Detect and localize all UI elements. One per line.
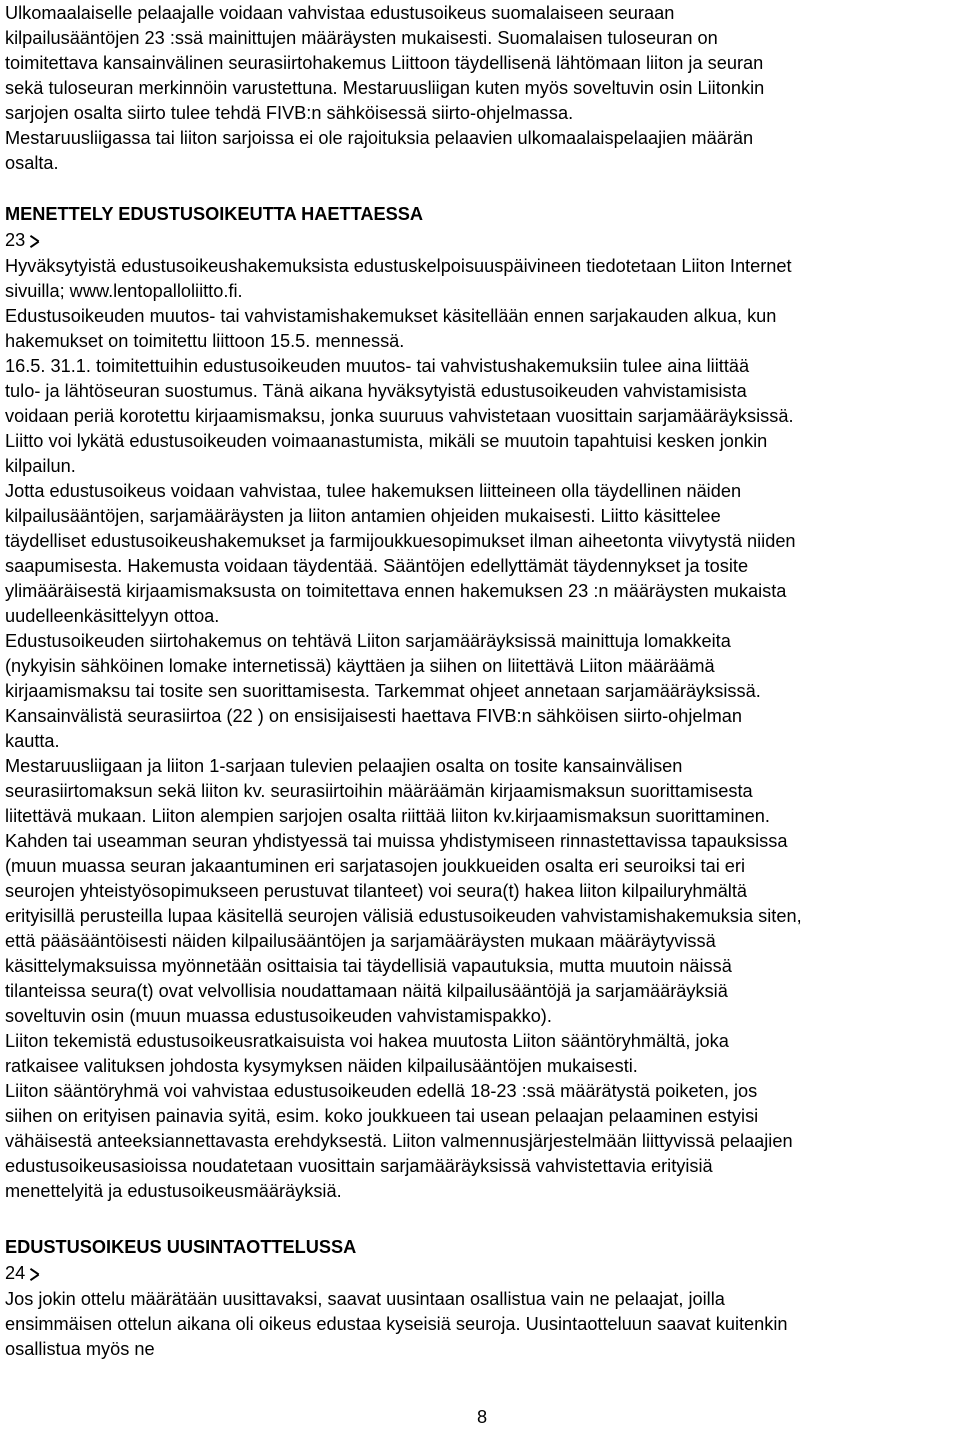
text-line: erityisillä perusteilla lupaa käsitellä seurojen välisiä edustusoikeuden vahvistamishakemuksia siten, — [5, 906, 802, 926]
section-number-value: 23 — [5, 230, 26, 250]
text-line: sivuilla; www.lentopalloliitto.fi. — [5, 281, 243, 301]
text-line: Liiton tekemistä edustusoikeusratkaisuista voi hakea muutosta Liiton sääntöryhmältä, joka — [5, 1031, 729, 1051]
text-line: hakemukset on toimitettu liittoon 15.5. mennessä. — [5, 331, 405, 351]
text-line: saapumisesta. Hakemusta voidaan täydentää. Sääntöjen edellyttämät täydennykset ja tosite — [5, 556, 749, 576]
text-line: osalta. — [5, 153, 59, 173]
section-heading: MENETTELY EDUSTUSOIKEUTTA HAETTAESSA — [5, 204, 424, 224]
section-heading: EDUSTUSOIKEUS UUSINTAOTTELUSSA — [5, 1237, 357, 1257]
text-line: Ulkomaalaiselle pelaajalle voidaan vahvistaa edustusoikeus suomalaiseen seuraan — [5, 3, 675, 23]
text-line: kilpailun. — [5, 456, 76, 476]
text-line: (nykyisin sähköinen lomake internetissä) käyttäen ja siihen on liitettävä Liiton määräämä — [5, 656, 715, 676]
text-line: että pääsääntöisesti näiden kilpailusääntöjen ja sarjamääräysten mukaan määräytyvissä — [5, 931, 716, 951]
text-line: sarjojen osalta siirto tulee tehdä FIVB:n sähköisessä siirto-ohjelmassa. — [5, 103, 574, 123]
text-line: seurasiirtomaksun sekä liiton kv. seurasiirtoihin määräämän kirjaamismaksun suorittamisesta — [5, 781, 753, 801]
text-line: Liitto voi lykätä edustusoikeuden voimaanastumista, mikäli se muutoin tapahtuisi kesken jonkin — [5, 431, 768, 451]
text-line: 16.5. 31.1. toimitettuihin edustusoikeuden muutos- tai vahvistushakemuksiin tulee aina liittää — [5, 356, 750, 376]
text-line: sekä tuloseuran merkinnöin varustettuna. Mestaruusliigan kuten myös soveltuvin osin Liitonkin — [5, 78, 765, 98]
text-line: Liiton sääntöryhmä voi vahvistaa edustusoikeuden edellä 18-23 :ssä määrätystä poiketen, jos — [5, 1081, 758, 1101]
text-line: Jos jokin ottelu määrätään uusittavaksi, saavat uusintaan osallistua vain ne pelaajat, joilla — [5, 1289, 725, 1309]
text-line: kilpailusääntöjen, sarjamääräysten ja liiton antamien ohjeiden mukaisesti. Liitto käsittelee — [5, 506, 721, 526]
text-line: uudelleenkäsittelyyn ottoa. — [5, 606, 220, 626]
section-sign-icon — [30, 228, 42, 253]
text-line: soveltuvin osin (muun muassa edustusoikeuden vahvistamispakko). — [5, 1006, 552, 1026]
section-number — [5, 228, 42, 253]
text-line: Jotta edustusoikeus voidaan vahvistaa, tulee hakemuksen liitteineen olla täydellinen näiden — [5, 481, 742, 501]
section-sign-icon — [30, 1261, 42, 1286]
text-line: tilanteissa seura(t) ovat velvollisia noudattamaan näitä kilpailusääntöjä ja sarjamääräyksiä — [5, 981, 728, 1001]
text-line: seurojen yhteistyösopimukseen perustuvat tilanteet) voi seura(t) hakea liiton kilpailuryhmältä — [5, 881, 748, 901]
section-number-value: 24 — [5, 1263, 26, 1283]
text-line: Mestaruusliigassa tai liiton sarjoissa ei ole rajoituksia pelaavien ulkomaalaispelaajien määrän — [5, 128, 754, 148]
text-line: ensimmäisen ottelun aikana oli oikeus edustaa kyseisiä seuroja. Uusintaotteluun saavat kuitenkin — [5, 1314, 788, 1334]
text-line: edustusoikeusasioissa noudatetaan vuosittain sarjamääräyksissä vahvistettavia erityisiä — [5, 1156, 713, 1176]
page-number: 8 — [476, 1407, 488, 1427]
text-line: voidaan periä korotettu kirjaamismaksu, jonka suuruus vahvistetaan vuosittain sarjamääräyksissä. — [5, 406, 794, 426]
text-line: Kahden tai useamman seuran yhdistyessä tai muissa yhdistymiseen rinnastettavissa tapauksissa — [5, 831, 788, 851]
text-line: osallistua myös ne — [5, 1339, 155, 1359]
text-line: käsittelymaksuissa myönnetään osittaisia tai täydellisiä vapautuksia, mutta muutoin näissä — [5, 956, 732, 976]
text-line: kirjaamismaksu tai tosite sen suorittamisesta. Tarkemmat ohjeet annetaan sarjamääräyksissä. — [5, 681, 761, 701]
text-line: kilpailusääntöjen 23 :ssä mainittujen määräysten mukaisesti. Suomalaisen tuloseuran on — [5, 28, 718, 48]
text-line: ylimääräisestä kirjaamismaksusta on toimitettava ennen hakemuksen 23 :n määräysten mukaista — [5, 581, 787, 601]
text-line: Edustusoikeuden muutos- tai vahvistamishakemukset käsitellään ennen sarjakauden alkua, kun — [5, 306, 777, 326]
text-line: Hyväksytyistä edustusoikeushakemuksista edustuskelpoisuuspäivineen tiedotetaan Liiton Internet — [5, 256, 792, 276]
text-line: ratkaisee valituksen johdosta kysymyksen näiden kilpailusääntöjen mukaisesti. — [5, 1056, 638, 1076]
text-line: toimitettava kansainvälinen seurasiirtohakemus Liittoon täydellisenä lähtömaan liiton ja seuran — [5, 53, 764, 73]
text-line: (muun muassa seuran jakaantuminen eri sarjatasojen joukkueiden osalta eri seuroiksi tai eri — [5, 856, 746, 876]
text-line: vähäisestä anteeksiannettavasta erehdyksestä. Liiton valmennusjärjestelmään liittyvissä pelaajien — [5, 1131, 793, 1151]
text-line: siihen on erityisen painavia syitä, esim. koko joukkueen tai usean pelaajan pelaaminen estyisi — [5, 1106, 759, 1126]
text-line: Edustusoikeuden siirtohakemus on tehtävä Liiton sarjamääräyksissä mainittuja lomakkeita — [5, 631, 731, 651]
section-number — [5, 1261, 42, 1286]
text-line: Mestaruusliigaan ja liiton 1-sarjaan tulevien pelaajien osalta on tosite kansainvälisen — [5, 756, 683, 776]
text-line: Kansainvälistä seurasiirtoa (22 ) on ensisijaisesti haettava FIVB:n sähköisen siirto-ohjelman — [5, 706, 742, 726]
text-line: liitettävä mukaan. Liiton alempien sarjojen osalta riittää liiton kv.kirjaamismaksun suorittaminen. — [5, 806, 770, 826]
text-line: kautta. — [5, 731, 60, 751]
text-line: tulo- ja lähtöseuran suostumus. Tänä aikana hyväksytyistä edustusoikeuden vahvistamisista — [5, 381, 747, 401]
text-line: täydelliset edustusoikeushakemukset ja farmijoukkuesopimukset ilman aiheetonta viivytystä niiden — [5, 531, 796, 551]
text-line: menettelyitä ja edustusoikeusmääräyksiä. — [5, 1181, 342, 1201]
